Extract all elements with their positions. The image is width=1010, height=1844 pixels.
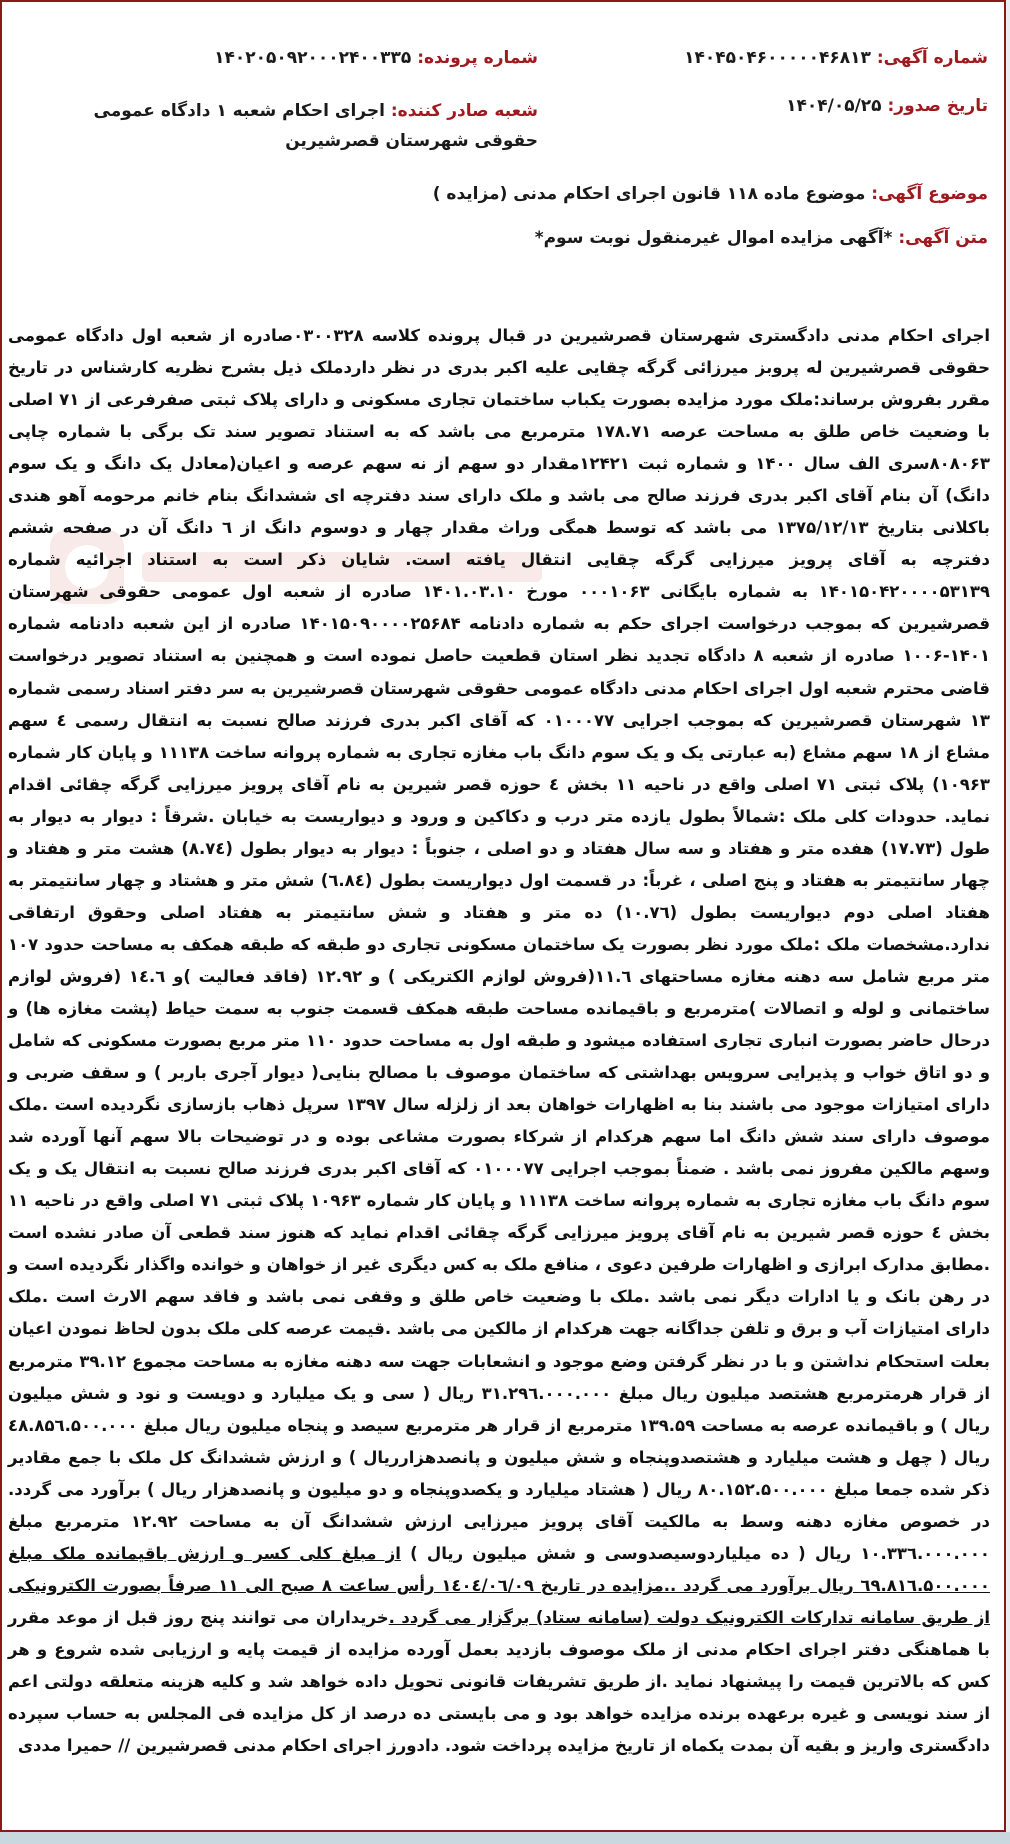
issue-date-value: ۱۴۰۴/۰۵/۲۵ bbox=[786, 96, 882, 116]
issuer-value: اجرای احکام شعبه ۱ دادگاه عمومی حقوقی شهرستان قصرشیرین bbox=[93, 101, 538, 151]
issuer bbox=[68, 96, 538, 156]
text-label: متن آگهی: bbox=[898, 228, 988, 248]
case-number bbox=[214, 48, 538, 68]
bottom-strip bbox=[0, 1832, 1010, 1844]
issue-date bbox=[786, 96, 988, 116]
issuer-label: شعبه صادر کننده: bbox=[390, 101, 538, 121]
ad-number-label: شماره آگهی: bbox=[876, 48, 988, 68]
issue-date-label: تاریخ صدور: bbox=[887, 96, 988, 116]
notice-body bbox=[8, 320, 990, 1762]
text-title: *آگهی مزایده اموال غیرمنقول نوبت سوم* bbox=[534, 228, 893, 248]
auction-date-underlined: از مبلغ کلی کسر و ارزش باقیمانده ملک مبلغ ٦۹.۸۱٦.۵۰۰.۰۰۰ ریال برآورد می گردد ..مزایده در تاریخ ۱٤۰٤/۰٦/۰۹ رأس ساعت ۸ صبح الی ۱۱ صرفاً بصورت الکترونیکی از طریق سامانه تدارکات الکترونیک دولت (سامانه ستاد) برگزار می گردد . bbox=[8, 1543, 991, 1627]
subject-label: موضوع آگهی: bbox=[871, 184, 988, 204]
subject-value: موضوع ماده ۱۱۸ قانون اجرای احکام مدنی (مزایده ) bbox=[432, 184, 866, 204]
body-part-2: خریداران می توانند پنج روز قبل از موعد مقرر با هماهنگی دفتر اجرای احکام مدنی از ملک موصوف بازدید بعمل آورده مزایده از قیمت پایه و ارزیابی شده شروع و هر کس که بالاترین قیمت را پیشنهاد نماید .از طریق تشریفات قانونی تحویل داده خواهد شد و کلیه هزینه متعلقه دولتی اعم از سند نویسی و غیره برعهده برنده مزایده خواهد بود و می بایستی ده درصد از کل مزایده فی المجلس به حساب سپرده دادگستری واریز و بقیه آن بمدت یکماه از تاریخ مزایده پرداخت شود. دادورز اجرای احکام مدنی قصرشیرین // حمیرا مددی bbox=[8, 1607, 990, 1756]
text-heading bbox=[535, 228, 988, 248]
case-number-value: ۱۴۰۲۰۵۰۹۲۰۰۰۲۴۰۰۳۳۵ bbox=[214, 48, 412, 68]
ad-number bbox=[684, 48, 988, 68]
subject bbox=[433, 184, 988, 204]
case-number-label: شماره پرونده: bbox=[417, 48, 538, 68]
ad-number-value: ۱۴۰۴۵۰۴۶۰۰۰۰۰۴۶۸۱۳ bbox=[684, 48, 871, 68]
body-part-1: اجرای احکام مدنی دادگستری شهرستان قصرشیرین در قبال پرونده کلاسه ۰۳۰۰۳۲۸صادره از شعبه اول دادگاه عمومی حقوقی قصرشیرین له پروبز میرزائی گرگه چقایی علیه اکبر بدری در نظر داردملک ذیل بشرح نظریه کارشناس در تاریخ مقرر بفروش برساند:ملک مورد مزایده بصورت یکباب ساختمان تجاری مسکونی و دارای پلاک ثبتی صفرفرعی از ۷۱ اصلی با وضعیت خاص طلق به مساحت عرصه ۱۷۸.۷۱ مترمربع می باشد که به استناد تصویر سند تک برگی با شماره چاپی ۸۰۸۰۶۳سری الف سال ۱۴۰۰ و شماره ثبت ۱۲۴۲۱مقدار دو سهم از نه سهم عرصه و اعیان(معادل یک دانگ و یک سوم دانگ) آن بنام آقای اکبر بدری فرزند صالح می باشد و ملک دارای سند دفترچه ای ششدانگ بنام خانم مرحومه آهو هندی باکلانی بتاریخ ۱۳۷۵/۱۲/۱۳ می باشد که توسط همگی وراث مقدار چهار و دوسوم دانگ از ٦ دانگ آن در صفحه ششم دفترچه به آقای پرویز میرزایی گرگه چقایی انتقال یافته است. شایان ذکر است به استناد اجرائیه شماره ۱۴۰۱۵۰۴۲۰۰۰۰۵۳۱۳۹ به شماره بایگانی ۰۰۰۱۰۶۳ مورخ ۱۴۰۱.۰۳.۱۰ صادره از شعبه اول عمومی حقوقی شهرستان قصرشیرین که بموجب درخواست اجرای حکم به شماره دادنامه ۱۴۰۱۵۰۹۰۰۰۰۲۵۶۸۴ صادره از این شعبه دادنامه شماره ۱۴۰۱-۱۰۰۶ صادره از شعبه ۸ دادگاه تجدید نظر استان قطعیت حاصل نموده است و همچنین به استناد تصویر درخواست قاضی محترم شعبه اول اجرای احکام مدنی دادگاه عمومی حقوقی شهرستان قصرشیرین به سر دفتر اسناد رسمی شماره ۱۳ شهرستان قصرشیرین که بموجب اجرایی ۰۱۰۰۰۷۷ که آقای اکبر بدری فرزند صالح نسبت به انتقال رسمی ٤ سهم مشاع از ۱۸ سهم مشاع (به عبارتی یک و یک سوم دانگ باب مغازه تجاری به شماره پروانه ساخت ۱۱۱۳۸ و پایان کار شماره ۱۰۹۶۳) پلاک ثبتی ۷۱ اصلی واقع در ناحیه ۱۱ بخش ٤ حوزه قصر شیرین به نام آقای پرویز میرزایی گرگه چقائی اقدام نماید. حدودات کلی ملک :شمالاً بطول یازده متر درب و دکاکین و ورود و دیواریست به خیابان .شرقاً : دیوار به دیوار به طول (۱۷.۷۳) هفده متر و هفتاد و سه سال هفتاد و دو اصلی ، جنوباً : دیوار به دیوار بطول (۸.۷٤) هشت متر و هفتاد و چهار سانتیمتر به هفتاد و پنج اصلی ، غرباً: در قسمت اول دیواریست بطول (٦.۸٤) شش متر و هشتاد و چهار سانتیمتر به هفتاد اصلی دوم دیواریست بطول (۱۰.۷٦) ده متر و هفتاد و شش سانتیمتر به هفتاد اصلی وحقوق ارتفاقی ندارد.مشخصات ملک :ملک مورد نظر بصورت یک ساختمان مسکونی تجاری دو طبقه که طبقه همکف به مساحت حدود ۱۰۷ متر مربع شامل سه دهنه مغازه مساحتهای ۱۱.٦(فروش لوازم الکتریکی ) و ۱۲.۹۲ (فاقد فعالیت )و ۱٤.٦ (فروش لوازم ساختمانی و لوله و اتصالات )مترمربع و باقیمانده مساحت طبقه همکف قسمت جنوب به سمت حیاط (پشت مغازه ها) و درحال حاضر بصورت انباری تجاری استفاده میشود و طبقه اول به مساحت حدود ۱۱۰ متر مربع بصورت مسکونی که شامل و دو اتاق خواب و پذیرایی سرویس بهداشتی که ساختمان موصوف با مصالح بنایی( دیوار آجری باربر ) و سقف ضربی و دارای امتیازات موجود می باشند بنا به اظهارات خواهان بعد از زلزله سال ۱۳۹۷ سرپل ذهاب بازسازی نگردیده است .ملک موصوف دارای سند شش دانگ اما سهم هرکدام از شرکاء بصورت مشاعی بوده و در توضیحات بالا سهم آنها آورده شد وسهم مالکین مفروز نمی باشد . ضمناً بموجب اجرایی ۰۱۰۰۰۷۷ که آقای اکبر بدری فرزند صالح نسبت به انتقال یک و یک سوم دانگ باب مغازه تجاری به شماره پروانه ساخت ۱۱۱۳۸ و پایان کار شماره ۱۰۹۶۳ پلاک ثبتی ۷۱ اصلی واقع در ناحیه ۱۱ بخش ٤ حوزه قصر شیرین به نام آقای پرویز میرزایی گرگه چقائی اقدام نماید که هنوز سند قطعی آن صادر نشده است .مطابق مدارک ابرازی و اظهارات طرفین دعوی ، منافع ملک به کس دیگری غیر از خواهان و خوانده واگذار نگردیده است و در رهن بانک و یا ادارات دیگر نمی باشد .ملک با وضعیت خاص طلق و وقفی نمی باشد و فاقد سهم الارث است .ملک دارای امتیازات آب و برق و تلفن جداگانه جهت هرکدام از مالکین می باشد .قیمت عرصه کلی ملک بدون لحاظ نمودن اعیان بعلت استحکام نداشتن و با در نظر گرفتن وضع موجود و انشعابات جهت سه دهنه مغازه به مساحت مجموع ۳۹.۱۲ مترمربع از قرار هرمترمربع هشتصد میلیون ریال مبلغ ۳۱.۲۹٦.۰۰۰.۰۰۰ ریال ( سی و یک میلیارد و دویست و نود و شش میلیون ریال ) و باقیمانده عرصه به مساحت ۱۳۹.۵۹ مترمربع از قرار هر مترمربع سیصد و پنجاه میلیون ریال مبلغ ٤۸.۸۵٦.۵۰۰.۰۰۰ ریال ( چهل و هشت میلیارد و هشتصدوپنجاه و شش میلیون و پانصدهزارریال ) و ارزش ششدانگ کل ملک با جمع مقادیر ذکر شده جمعا مبلغ ۸۰.۱۵۲.۵۰۰.۰۰۰ ریال ( هشتاد میلیارد و یکصدوپنجاه و دو میلیون و پانصدهزار ریال ) برآورد می گردد. در خصوص مغازه دهنه وسط به مالکیت آقای پرویز میرزایی ارزش ششدانگ آن به مساحت ۱۲.۹۲ مترمربع مبلغ ۱۰.۳۳٦.۰۰۰.۰۰۰ ریال ( ده میلیاردوسیصدوسی و شش میلیون ریال ) bbox=[8, 326, 991, 1563]
